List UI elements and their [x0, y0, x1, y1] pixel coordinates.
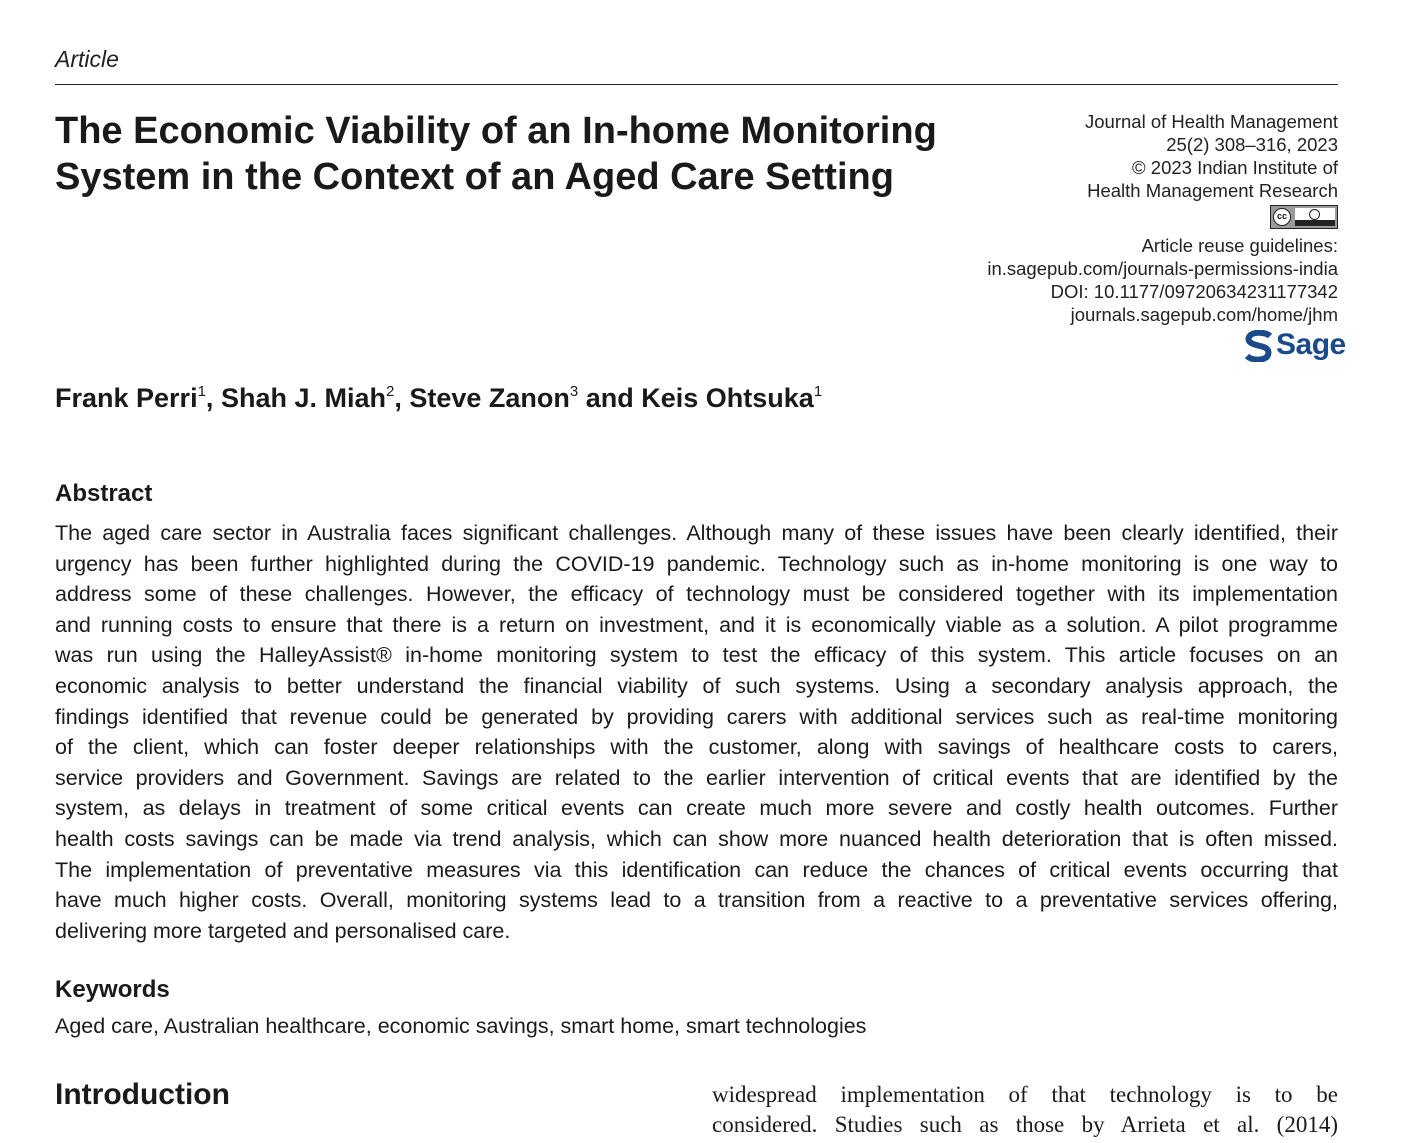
abstract-line: was run using the HalleyAssist® in-home monitoring system to test the efficacy of this system. This article focuses on an	[55, 643, 1338, 668]
cc-by-strip	[1295, 220, 1335, 226]
abstract-body	[55, 518, 1338, 946]
sage-s-icon	[1244, 330, 1274, 362]
author-name: Keis Ohtsuka	[641, 383, 814, 413]
author-affiliation: 1	[813, 383, 823, 400]
journal-volume: 25(2) 308–316, 2023	[1166, 134, 1338, 155]
abstract-line: system, as delays in treatment of some critical events can create much more severe and costly health outcomes. Further	[55, 796, 1338, 821]
journal-copyright-holder: Health Management Research	[1087, 180, 1338, 201]
article-type-label: Article	[55, 46, 119, 72]
title-line: The Economic Viability of an In-home Monitoring	[55, 110, 937, 152]
header-rule	[55, 84, 1338, 85]
author-affiliation: 1	[197, 383, 206, 400]
author-name: Frank Perri	[55, 383, 198, 413]
cc-circle-icon: cc	[1273, 208, 1291, 226]
author-separator: and	[578, 383, 642, 413]
reuse-guidelines-label: Article reuse guidelines:	[1141, 235, 1338, 256]
sage-wordmark: Sage	[1276, 328, 1346, 361]
abstract-line: delivering more targeted and personalised care.	[55, 918, 511, 943]
abstract-line: and running costs to ensure that there is a return on investment, and it is economically viable as a solution. A pilot programme	[55, 612, 1338, 637]
by-person-icon	[1309, 209, 1320, 220]
abstract-line: urgency has been further highlighted during the COVID-19 pandemic. Technology such as in-home monitoring is one way to	[55, 551, 1338, 576]
journal-homepage-link[interactable]: journals.sagepub.com/home/jhm	[1070, 304, 1338, 325]
keywords-heading: Keywords	[55, 976, 170, 1003]
article-title	[55, 108, 1015, 200]
cc-by-panel	[1295, 208, 1335, 220]
title-line: System in the Context of an Aged Care Setting	[55, 156, 894, 198]
introduction-heading: Introduction	[55, 1078, 230, 1111]
abstract-line: health costs savings can be made via trend analysis, which can show more nuanced health deterioration that is often missed.	[55, 826, 1338, 851]
abstract-line: economic analysis to better understand the financial viability of such systems. Using a secondary analysis approach, the	[55, 673, 1338, 698]
author-separator: ,	[394, 383, 410, 413]
abstract-line: have much higher costs. Overall, monitoring systems lead to a transition from a reactive to a preventative services offering,	[55, 888, 1338, 913]
abstract-line: The implementation of preventative measures via this identification can reduce the chances of critical events occurring that	[55, 857, 1338, 882]
body-line: widespread implementation of that technology is to be	[712, 1082, 1338, 1107]
journal-name: Journal of Health Management	[1085, 111, 1338, 132]
reuse-guidelines-link[interactable]: in.sagepub.com/journals-permissions-india	[987, 258, 1338, 279]
author-name: Steve Zanon	[409, 383, 570, 413]
author-affiliation: 2	[385, 383, 395, 400]
abstract-heading: Abstract	[55, 480, 153, 507]
author-list	[55, 383, 822, 414]
abstract-line: findings identified that revenue could be generated by providing carers with additional services such as real-time monitoring	[55, 704, 1338, 729]
abstract-line: address some of these challenges. However, the efficacy of technology must be considered together with its implementation	[55, 582, 1338, 607]
creative-commons-by-icon	[1270, 205, 1338, 229]
introduction-body-right-column	[712, 1080, 1338, 1140]
sage-logo	[1244, 328, 1346, 364]
abstract-line: The aged care sector in Australia faces significant challenges. Although many of these issues have been clearly identified, their	[55, 521, 1338, 545]
journal-info	[958, 110, 1338, 202]
keywords-list: Aged care, Australian healthcare, economic savings, smart home, smart technologies	[55, 1014, 867, 1038]
abstract-line: of the client, which can foster deeper relationships with the customer, along with savings of healthcare costs to carers,	[55, 735, 1338, 760]
abstract-line: service providers and Government. Savings are related to the earlier intervention of critical events that are identified by the	[55, 765, 1338, 790]
reuse-info	[888, 234, 1338, 326]
journal-copyright: © 2023 Indian Institute of	[1132, 157, 1338, 178]
body-line: considered. Studies such as those by Arrieta et al. (2014)	[712, 1112, 1338, 1137]
doi-link[interactable]: DOI: 10.1177/09720634231177342	[1050, 281, 1338, 302]
author-name: Shah J. Miah	[220, 383, 386, 413]
author-separator: ,	[205, 383, 221, 413]
author-affiliation: 3	[569, 383, 579, 400]
